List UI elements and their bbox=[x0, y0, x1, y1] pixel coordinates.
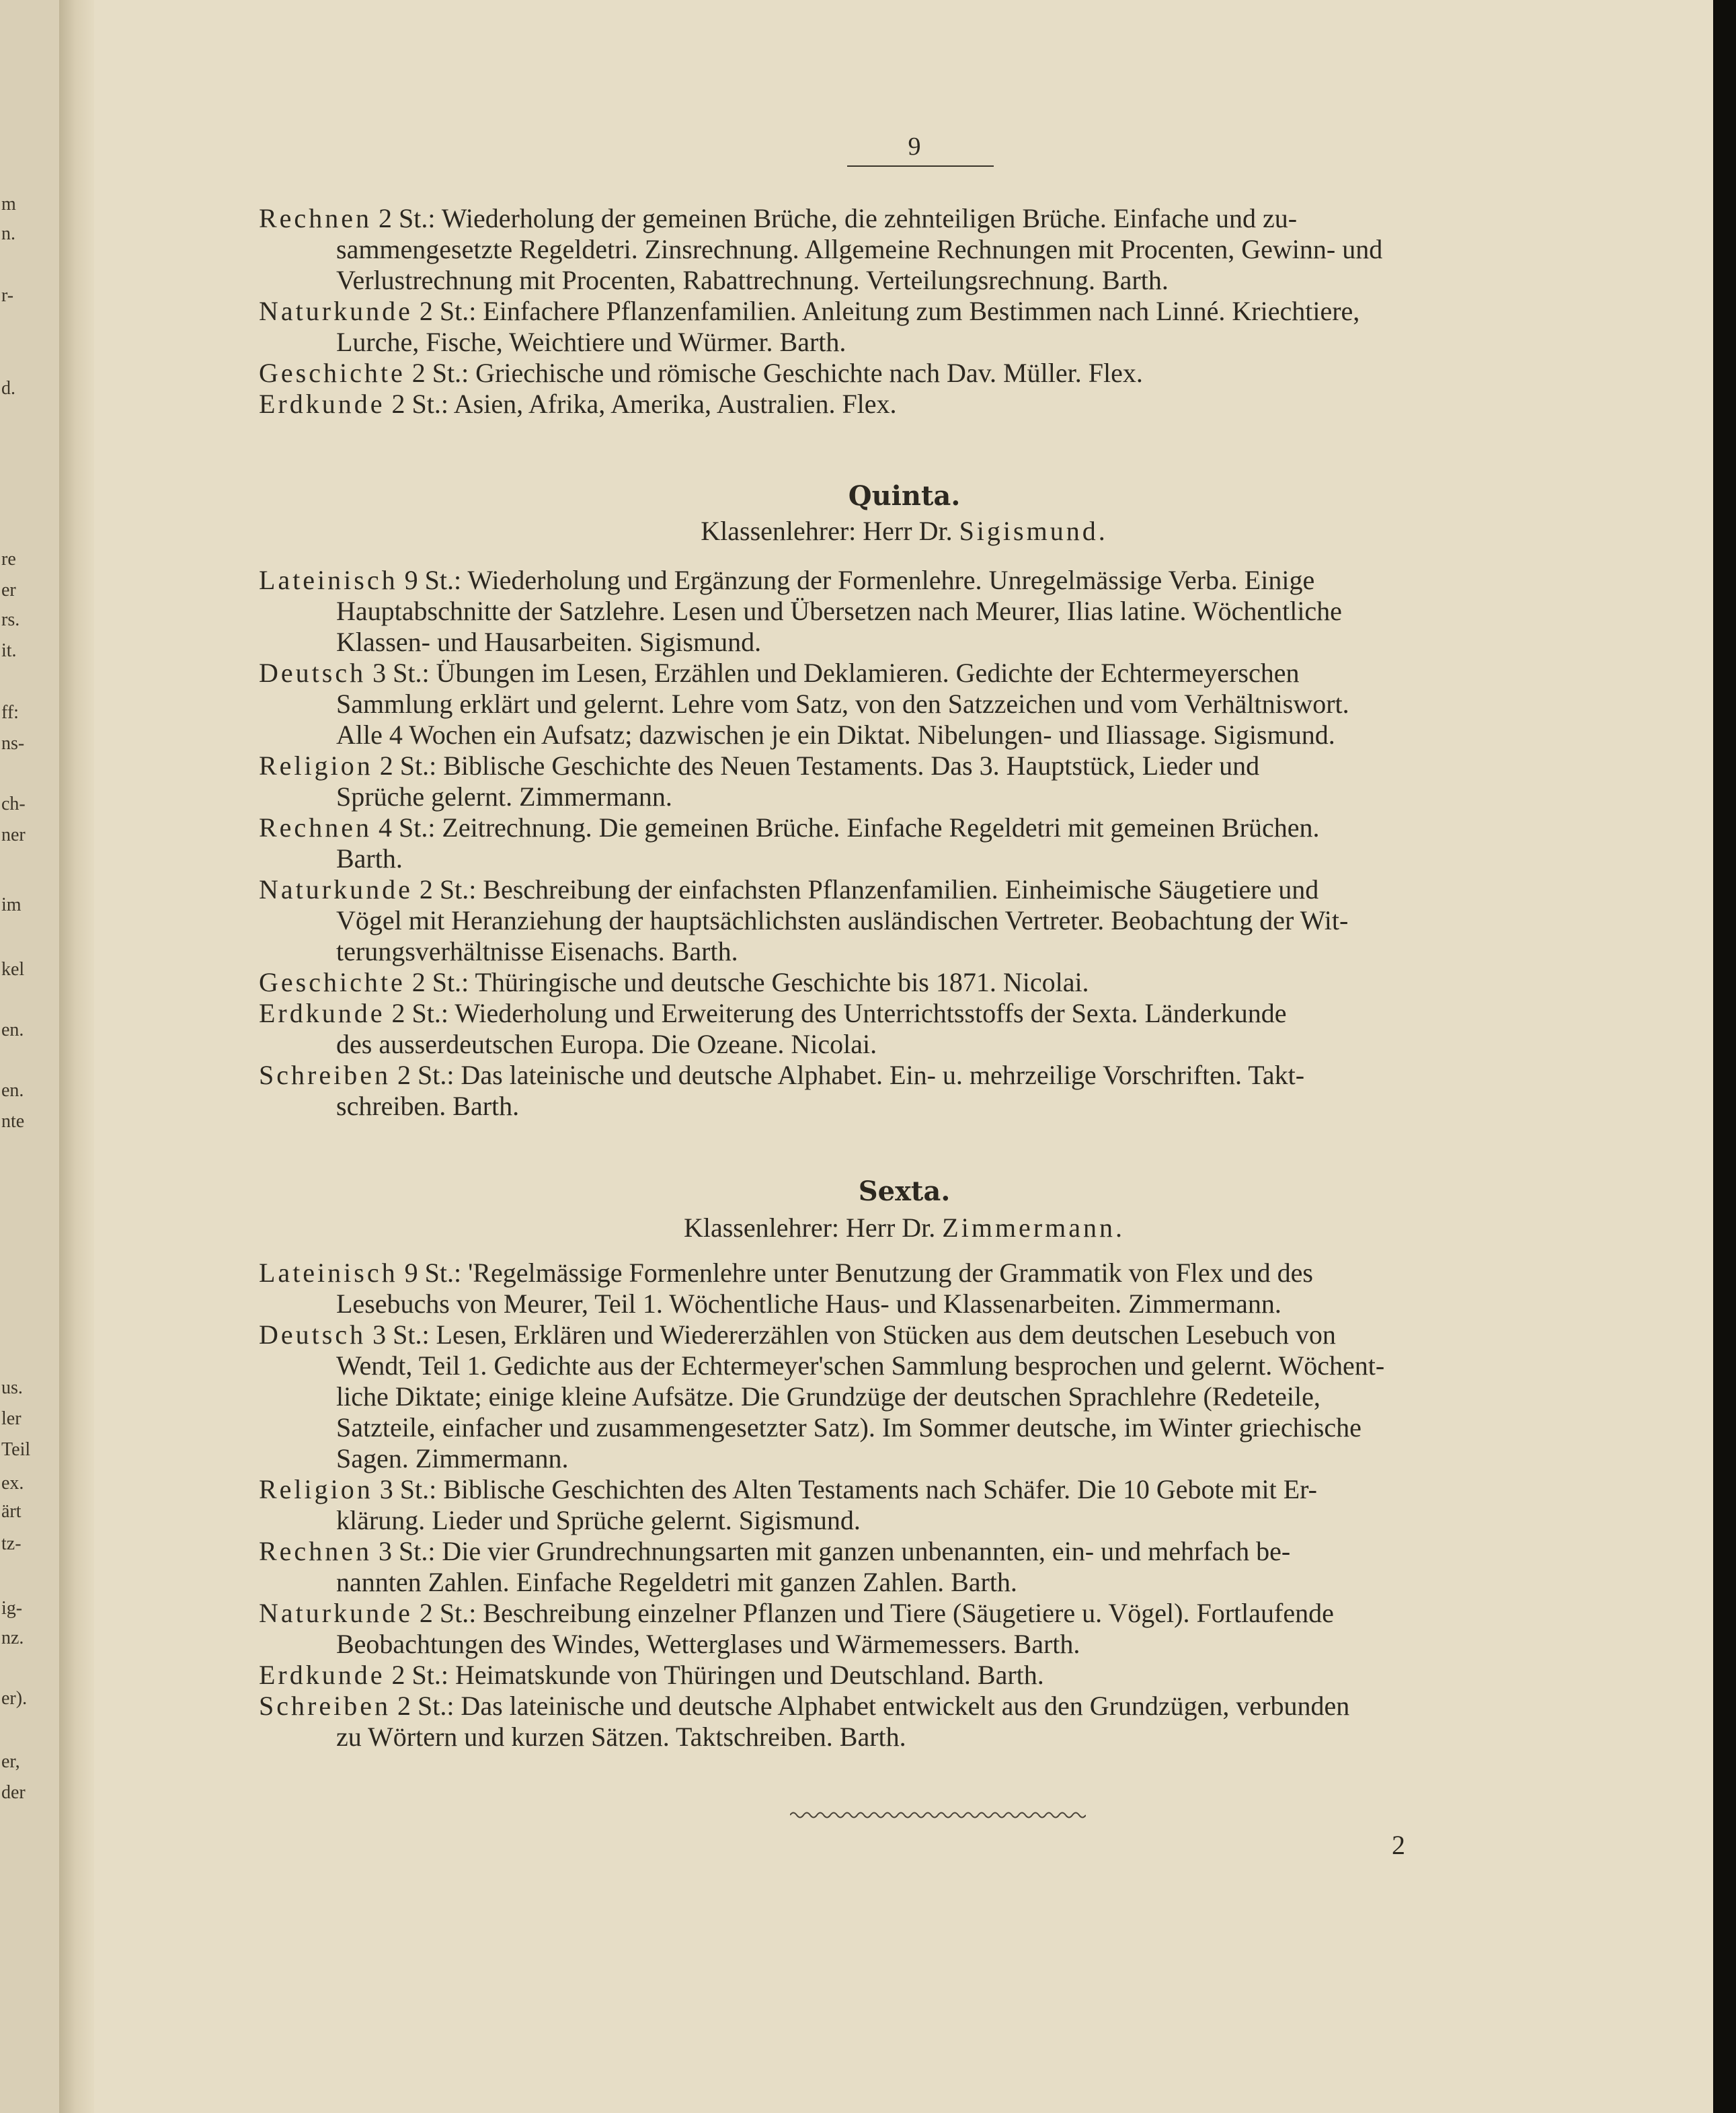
margin-fragment: der bbox=[1, 1782, 26, 1803]
entry-text: 2 St.: Heimatskunde von Thüringen und Deutschland. Barth. bbox=[391, 1660, 1044, 1690]
entry-text: 2 St.: Asien, Afrika, Amerika, Australien. Flex. bbox=[391, 389, 897, 419]
margin-fragment: d. bbox=[1, 378, 15, 399]
header-rule bbox=[847, 165, 994, 167]
page-number: 9 bbox=[908, 132, 921, 161]
sexta-entry-religion bbox=[259, 1474, 1593, 1536]
entry-text: Sagen. Zimmermann. bbox=[336, 1443, 569, 1473]
margin-fragment: en. bbox=[1, 1080, 24, 1101]
entry-text: 4 St.: Zeitrechnung. Die gemeinen Brüche. Einfache Regeldetri mit gemeinen Brüchen. bbox=[378, 812, 1320, 843]
sexta-entry-lateinisch bbox=[259, 1258, 1593, 1319]
entry-text: 2 St.: Beschreibung einzelner Pflanzen und Tiere (Säugetiere u. Vögel). Fortlaufende bbox=[419, 1598, 1334, 1628]
subject-label: Lateinisch bbox=[259, 1258, 398, 1288]
subject-label: Naturkunde bbox=[259, 874, 413, 905]
entry-text: Barth. bbox=[336, 843, 403, 874]
quinta-teacher-line bbox=[94, 515, 1714, 547]
entry-text: sammengesetzte Regeldetri. Zinsrechnung. Allgemeine Rechnungen mit Procenten, Gewinn- und bbox=[336, 234, 1383, 264]
margin-fragment: re bbox=[1, 549, 16, 570]
entry-text: Beobachtungen des Windes, Wetterglases und Wärmemessers. Barth. bbox=[336, 1629, 1080, 1659]
entry-text: Vögel mit Heranziehung der hauptsächlichsten ausländischen Vertreter. Beobachtung der Wit- bbox=[336, 905, 1349, 935]
document-page bbox=[94, 0, 1714, 2113]
subject-label: Schreiben bbox=[259, 1060, 391, 1090]
scan-edge bbox=[1713, 0, 1736, 2113]
subject-label: Rechnen bbox=[259, 203, 372, 233]
subject-label: Deutsch bbox=[259, 658, 366, 688]
entry-text: Hauptabschnitte der Satzlehre. Lesen und Übersetzen nach Meurer, Ilias latine. Wöchentliche bbox=[336, 596, 1342, 626]
margin-fragment: er, bbox=[1, 1751, 20, 1772]
sexta-entry-rechnen bbox=[259, 1536, 1593, 1598]
margin-fragment: kel bbox=[1, 959, 25, 980]
teacher-name: Sigismund. bbox=[959, 516, 1108, 546]
quinta-entry-lateinisch bbox=[259, 565, 1593, 658]
page-fold bbox=[59, 0, 100, 2113]
entry-text: Klassen- und Hausarbeiten. Sigismund. bbox=[336, 627, 762, 657]
subject-label: Erdkunde bbox=[259, 1660, 385, 1690]
margin-fragment: er bbox=[1, 580, 16, 601]
entry-text: 9 St.: 'Regelmässige Formenlehre unter Benutzung der Grammatik von Flex und des bbox=[404, 1258, 1313, 1288]
margin-fragment: ner bbox=[1, 824, 26, 845]
subject-label: Geschichte bbox=[259, 967, 405, 997]
entry-text: zu Wörtern und kurzen Sätzen. Taktschreiben. Barth. bbox=[336, 1722, 906, 1752]
facing-page-edge bbox=[0, 0, 65, 2113]
entry-text: 2 St.: Beschreibung der einfachsten Pflanzenfamilien. Einheimische Säugetiere und bbox=[419, 874, 1319, 905]
subject-label: Religion bbox=[259, 751, 373, 781]
sexta-entry-deutsch bbox=[259, 1319, 1593, 1474]
margin-fragment: nz. bbox=[1, 1627, 24, 1648]
entry-naturkunde bbox=[259, 296, 1593, 358]
sexta-entry-schreiben bbox=[259, 1691, 1593, 1753]
entry-text: Alle 4 Wochen ein Aufsatz; dazwischen je ein Diktat. Nibelungen- und Iliassage. Sigismund. bbox=[336, 720, 1335, 750]
entry-text: liche Diktate; einige kleine Aufsätze. Die Grundzüge der deutschen Sprachlehre (Redeteile, bbox=[336, 1381, 1320, 1412]
sexta-heading: Sexta. bbox=[858, 1176, 951, 1207]
margin-fragment: ff: bbox=[1, 702, 19, 723]
sexta-entry-naturkunde bbox=[259, 1598, 1593, 1660]
entry-text: nannten Zahlen. Einfache Regeldetri mit ganzen Zahlen. Barth. bbox=[336, 1567, 1017, 1597]
entry-text: Sammlung erklärt und gelernt. Lehre vom Satz, von den Satzzeichen und vom Verhältniswort. bbox=[336, 689, 1349, 719]
quinta-entry-naturkunde bbox=[259, 874, 1593, 967]
subject-label: Schreiben bbox=[259, 1691, 391, 1721]
quinta-entry-geschichte bbox=[259, 967, 1593, 998]
entry-text: schreiben. Barth. bbox=[336, 1091, 520, 1121]
margin-fragment: ch- bbox=[1, 794, 26, 814]
subject-label: Rechnen bbox=[259, 1536, 372, 1566]
quinta-entry-deutsch bbox=[259, 658, 1593, 751]
entry-rechnen bbox=[259, 203, 1593, 296]
entry-text: 2 St.: Einfachere Pflanzenfamilien. Anleitung zum Bestimmen nach Linné. Kriechtiere, bbox=[419, 296, 1360, 326]
entry-text: Wendt, Teil 1. Gedichte aus der Echtermeyer'schen Sammlung besprochen und gelernt. Wöchent- bbox=[336, 1350, 1385, 1381]
margin-fragment: nte bbox=[1, 1111, 25, 1132]
entry-text: 3 St.: Biblische Geschichten des Alten Testaments nach Schäfer. Die 10 Gebote mit Er- bbox=[379, 1474, 1317, 1504]
entry-text: 2 St.: Thüringische und deutsche Geschichte bis 1871. Nicolai. bbox=[411, 967, 1089, 997]
entry-text: 9 St.: Wiederholung und Ergänzung der Formenlehre. Unregelmässige Verba. Einige bbox=[404, 565, 1315, 595]
margin-fragment: er). bbox=[1, 1688, 28, 1709]
entry-text: 2 St.: Das lateinische und deutsche Alphabet. Ein- u. mehrzeilige Vorschriften. Takt- bbox=[397, 1060, 1305, 1090]
teacher-name: Zimmermann. bbox=[942, 1213, 1125, 1243]
margin-fragment: tz- bbox=[1, 1533, 22, 1554]
margin-fragment: n. bbox=[1, 223, 15, 244]
subject-label: Deutsch bbox=[259, 1319, 366, 1350]
entry-text: 2 St.: Wiederholung der gemeinen Brüche, die zehnteiligen Brüche. Einfache und zu- bbox=[378, 203, 1298, 233]
margin-fragment: im bbox=[1, 894, 22, 915]
entry-text: 2 St.: Griechische und römische Geschichte nach Dav. Müller. Flex. bbox=[411, 358, 1143, 388]
teacher-label: Klassenlehrer: Herr Dr. bbox=[701, 516, 953, 546]
margin-fragment: r- bbox=[1, 285, 14, 306]
entry-geschichte bbox=[259, 358, 1593, 389]
quinta-entry-religion bbox=[259, 751, 1593, 812]
entry-text: terungsverhältnisse Eisenachs. Barth. bbox=[336, 936, 738, 966]
subject-label: Erdkunde bbox=[259, 389, 385, 419]
entry-text: 2 St.: Wiederholung und Erweiterung des Unterrichtsstoffs der Sexta. Länderkunde bbox=[391, 998, 1287, 1028]
subject-label: Geschichte bbox=[259, 358, 405, 388]
margin-fragment: it. bbox=[1, 640, 17, 661]
teacher-label: Klassenlehrer: Herr Dr. bbox=[683, 1213, 936, 1243]
quinta-heading: Quinta. bbox=[848, 480, 961, 512]
margin-fragment: ns- bbox=[1, 733, 25, 754]
margin-fragment: us. bbox=[1, 1377, 23, 1398]
quinta-entry-rechnen bbox=[259, 812, 1593, 874]
subject-label: Naturkunde bbox=[259, 1598, 413, 1628]
margin-fragment: Teil bbox=[1, 1439, 31, 1460]
entry-text: 3 St.: Lesen, Erklären und Wiedererzählen von Stücken aus dem deutschen Lesebuch von bbox=[372, 1319, 1336, 1350]
entry-text: Lurche, Fische, Weichtiere und Würmer. Barth. bbox=[336, 327, 846, 357]
signature-mark: 2 bbox=[1392, 1830, 1405, 1860]
sexta-entry-erdkunde bbox=[259, 1660, 1593, 1691]
entry-erdkunde bbox=[259, 389, 1593, 420]
margin-fragment: ler bbox=[1, 1408, 22, 1429]
margin-fragment: m bbox=[1, 194, 16, 215]
entry-text: des ausserdeutschen Europa. Die Ozeane. Nicolai. bbox=[336, 1029, 877, 1059]
subject-label: Erdkunde bbox=[259, 998, 385, 1028]
margin-fragment: ex. bbox=[1, 1473, 24, 1494]
subject-label: Religion bbox=[259, 1474, 373, 1504]
entry-text: Verlustrechnung mit Procenten, Rabattrechnung. Verteilungsrechnung. Barth. bbox=[336, 265, 1169, 295]
margin-fragment: en. bbox=[1, 1020, 24, 1040]
entry-text: Satzteile, einfacher und zusammengesetzter Satz). Im Sommer deutsche, im Winter griechische bbox=[336, 1412, 1362, 1443]
entry-text: Sprüche gelernt. Zimmermann. bbox=[336, 781, 672, 812]
wavy-divider bbox=[790, 1810, 1086, 1820]
quinta-entry-erdkunde bbox=[259, 998, 1593, 1060]
entry-text: 2 St.: Biblische Geschichte des Neuen Testaments. Das 3. Hauptstück, Lieder und bbox=[379, 751, 1260, 781]
margin-fragment: ig- bbox=[1, 1598, 23, 1619]
sexta-teacher-line bbox=[94, 1212, 1714, 1243]
quinta-entry-schreiben bbox=[259, 1060, 1593, 1122]
subject-label: Lateinisch bbox=[259, 565, 398, 595]
subject-label: Naturkunde bbox=[259, 296, 413, 326]
subject-label: Rechnen bbox=[259, 812, 372, 843]
entry-text: Lesebuchs von Meurer, Teil 1. Wöchentliche Haus- und Klassenarbeiten. Zimmermann. bbox=[336, 1289, 1281, 1319]
entry-text: 2 St.: Das lateinische und deutsche Alphabet entwickelt aus den Grundzügen, verbunden bbox=[397, 1691, 1350, 1721]
entry-text: 3 St.: Übungen im Lesen, Erzählen und Deklamieren. Gedichte der Echtermeyerschen bbox=[372, 658, 1300, 688]
entry-text: 3 St.: Die vier Grundrechnungsarten mit ganzen unbenannten, ein- und mehrfach be- bbox=[378, 1536, 1291, 1566]
entry-text: klärung. Lieder und Sprüche gelernt. Sigismund. bbox=[336, 1505, 861, 1535]
margin-fragment: rs. bbox=[1, 609, 20, 630]
margin-fragment: ärt bbox=[1, 1501, 22, 1522]
